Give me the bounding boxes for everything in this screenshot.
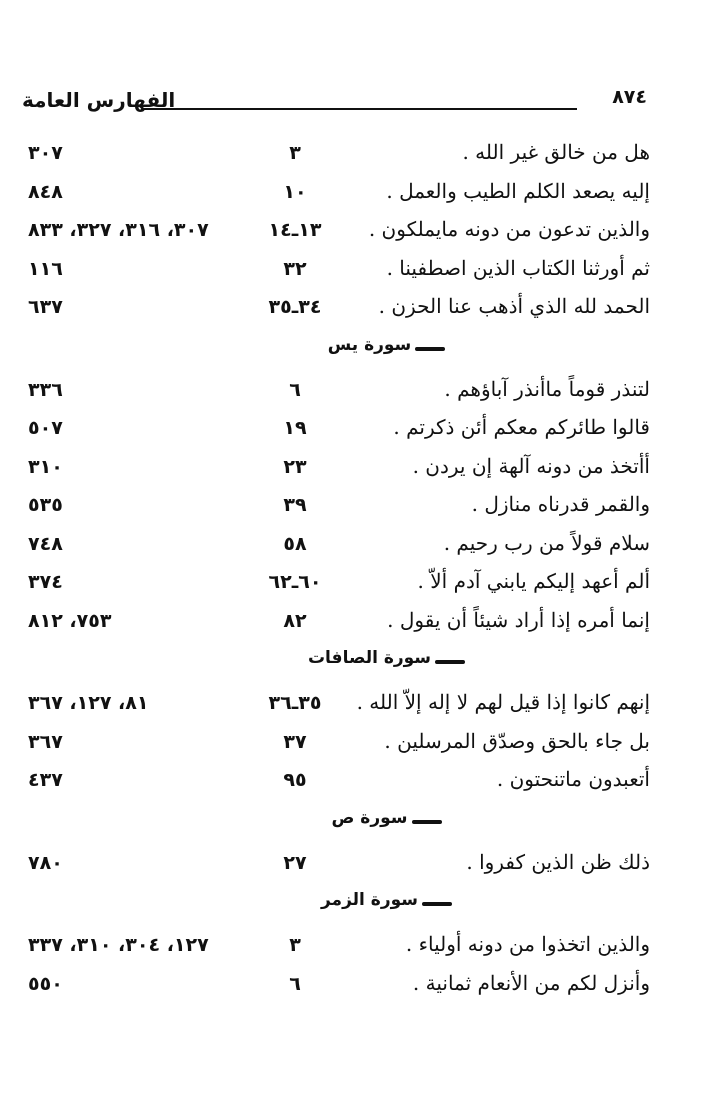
ayah-number: ٣٧ — [283, 730, 307, 753]
page-references: ٥٠٧ — [28, 417, 63, 439]
verse-text: إنهم كانوا إذا قيل لهم لا إله إلاّ الله . — [356, 690, 650, 714]
index-row — [0, 371, 713, 410]
index-row — [0, 563, 713, 602]
page-references: ١١٦ — [28, 257, 63, 280]
page-references: ٨٤٨ — [28, 180, 63, 203]
index-row — [0, 409, 713, 448]
index-row — [0, 173, 713, 212]
page-references: ٦٣٧ — [28, 296, 63, 318]
ayah-number: ٢٣ — [283, 455, 307, 478]
index-row — [0, 965, 713, 1004]
index-row — [0, 723, 713, 762]
index-row — [0, 288, 713, 327]
surah-heading-label: سورة يس — [328, 335, 446, 355]
surah-heading-label: سورة ص — [332, 808, 442, 828]
verse-text: والذين تدعون من دونه مايملكون . — [368, 217, 650, 241]
ayah-number: ٣٤ـ٣٥ — [268, 296, 322, 318]
index-row — [0, 211, 713, 250]
verse-text: الحمد لله الذي أذهب عنا الحزن . — [378, 294, 650, 318]
verse-text: أتعبدون ماتنحتون . — [496, 767, 650, 791]
surah-heading — [0, 800, 713, 844]
ayah-number: ١٣ـ١٤ — [268, 219, 322, 241]
ayah-number: ٦ — [289, 378, 301, 401]
ayah-number: ١٩ — [283, 417, 307, 439]
index-row — [0, 844, 713, 883]
verse-text: إنما أمره إذا أراد شيئاً أن يقول . — [387, 607, 650, 632]
page-references: ٧٥٣، ٨١٢ — [28, 609, 112, 632]
index-row — [0, 525, 713, 564]
ayah-number: ٦٠ـ٦٢ — [268, 571, 322, 593]
page-references: ٣٣٦ — [28, 378, 63, 401]
ayah-number: ٦ — [289, 972, 301, 995]
index-row — [0, 761, 713, 800]
page-references: ٥٥٠ — [28, 972, 63, 995]
page-references: ٧٤٨ — [28, 532, 63, 555]
verse-text: هل من خالق غير الله . — [462, 140, 650, 164]
page-references: ٥٣٥ — [28, 494, 63, 516]
verse-index-list — [0, 134, 713, 1003]
index-row — [0, 486, 713, 525]
verse-text: ألم أعهد إليكم يابني آدم ألاّ . — [417, 569, 650, 593]
page-references: ٨١، ١٢٧، ٣٦٧ — [28, 692, 149, 714]
header-rule — [144, 108, 577, 110]
ayah-number: ٩٥ — [283, 769, 307, 791]
ayah-number: ٨٢ — [283, 609, 307, 632]
index-row — [0, 684, 713, 723]
surah-heading-label: سورة الصافات — [308, 648, 465, 668]
page-references: ٤٣٧ — [28, 769, 63, 791]
index-row — [0, 448, 713, 487]
page-header — [22, 86, 647, 116]
ayah-number: ٣٥ـ٣٦ — [268, 692, 322, 714]
ayah-number: ٣٢ — [283, 257, 307, 280]
verse-text: وأنزل لكم من الأنعام ثمانية . — [412, 970, 650, 995]
verse-text: أأتخذ من دونه آلهة إن يردن . — [412, 453, 650, 478]
page-references: ٣٦٧ — [28, 730, 63, 753]
verse-text: ذلك ظن الذين كفروا . — [466, 849, 650, 874]
ayah-number: ١٠ — [283, 180, 307, 203]
ayah-number: ٥٨ — [283, 532, 307, 555]
index-row — [0, 602, 713, 641]
surah-heading — [0, 327, 713, 371]
page-references: ٣٠٧ — [28, 142, 63, 164]
ayah-number: ٣ — [289, 142, 301, 164]
verse-text: بل جاء بالحق وصدّق المرسلين . — [384, 728, 650, 753]
page-number: ٨٧٤ — [612, 86, 647, 108]
ayah-number: ٢٧ — [283, 851, 307, 874]
verse-text: سلام قولاً من رب رحيم . — [443, 530, 650, 555]
page-references: ٣٧٤ — [28, 571, 63, 593]
surah-heading — [0, 640, 713, 684]
verse-text: والقمر قدرناه منازل . — [471, 492, 650, 516]
verse-text: والذين اتخذوا من دونه أولياء . — [405, 932, 650, 956]
index-row — [0, 134, 713, 173]
verse-text: ثم أورثنا الكتاب الذين اصطفينا . — [386, 255, 650, 280]
verse-text: إليه يصعد الكلم الطيب والعمل . — [386, 178, 650, 203]
page-references: ٣٠٧، ٣١٦، ٣٢٧، ٨٣٣ — [28, 219, 209, 241]
header-title: الفهارس العامة — [22, 88, 176, 112]
page-references: ٣١٠ — [28, 455, 63, 478]
page-references: ١٢٧، ٣٠٤، ٣١٠، ٣٣٧ — [28, 934, 209, 956]
verse-text: لتنذر قوماً ماأنذر آباؤهم . — [444, 376, 650, 401]
surah-heading-label: سورة الزمر — [321, 890, 452, 910]
index-row — [0, 926, 713, 965]
ayah-number: ٣٩ — [283, 494, 307, 516]
verse-text: قالوا طائركم معكم أئن ذكرتم . — [393, 415, 650, 439]
page-references: ٧٨٠ — [28, 851, 63, 874]
index-row — [0, 250, 713, 289]
ayah-number: ٣ — [289, 934, 301, 956]
surah-heading — [0, 882, 713, 926]
